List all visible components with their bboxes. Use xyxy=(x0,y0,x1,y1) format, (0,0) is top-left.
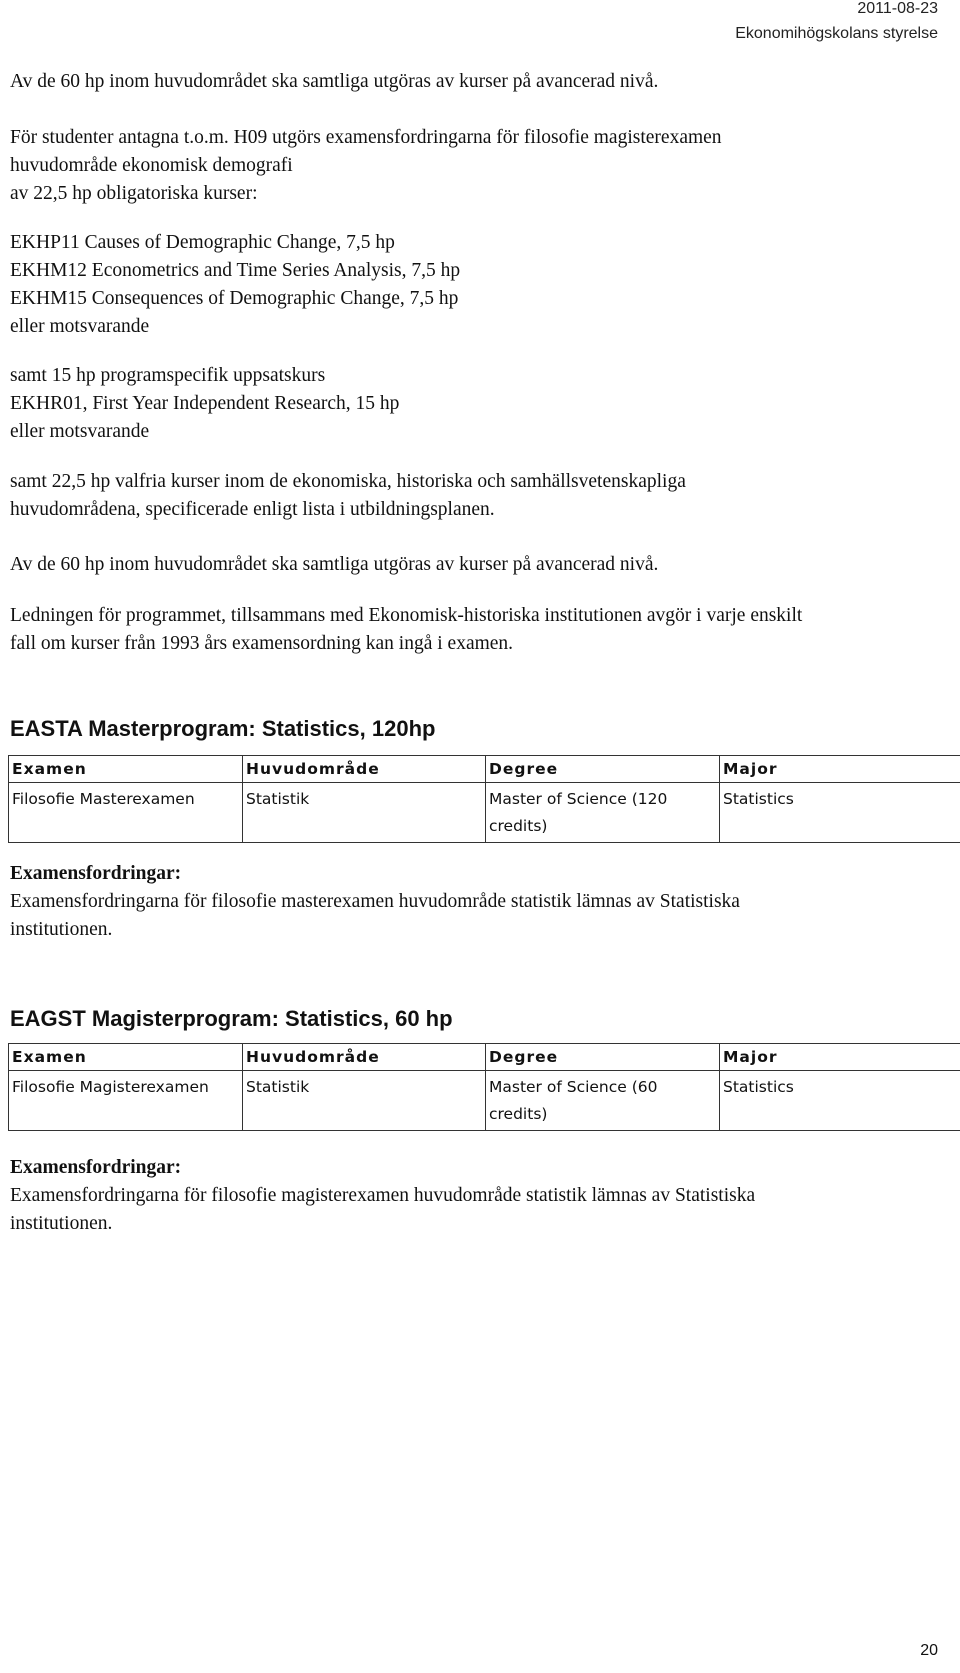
program-title: EAGST Magisterprogram: Statistics, 60 hp xyxy=(10,1006,453,1031)
table-header-row xyxy=(9,756,960,783)
header-date: 2011-08-23 xyxy=(857,0,938,17)
table-row xyxy=(9,1071,960,1131)
column-header: Examen xyxy=(9,756,243,783)
column-header: Major xyxy=(720,1044,960,1071)
table-row xyxy=(9,783,960,843)
table-cell: Statistics xyxy=(720,1071,960,1131)
requirements-label: Examensfordringar: xyxy=(10,1157,182,1178)
table-header-row xyxy=(9,1044,960,1071)
column-header: Degree xyxy=(486,756,720,783)
advanced-level-paragraph: Av de 60 hp inom huvudområdet ska samtliga utgöras av kurser på avancerad nivå. xyxy=(10,554,659,575)
elective-paragraph: samt 22,5 hp valfria kurser inom de ekonomiska, historiska och samhällsvetenskapliga huvudområdena, specificerade enligt lista i utbildningsplanen. xyxy=(10,471,686,520)
table-cell: Filosofie Magisterexamen xyxy=(9,1071,243,1131)
table-cell: Master of Science (60 credits) xyxy=(486,1071,720,1131)
degree-table xyxy=(8,755,960,843)
exam-requirements: Examensfordringar: Examensfordringarna för filosofie masterexamen huvudområde statistik lämnas av Statistiska institutionen. xyxy=(10,860,740,944)
course-item: eller motsvarande xyxy=(10,316,150,337)
course-item: EKHM15 Consequences of Demographic Change, 7,5 hp xyxy=(10,288,459,309)
mandatory-course-list xyxy=(10,229,460,341)
page-number: 20 xyxy=(920,1642,938,1659)
table-cell: Statistik xyxy=(243,1071,486,1131)
table-cell: Statistik xyxy=(243,783,486,843)
management-paragraph: Ledningen för programmet, tillsammans med Ekonomisk-historiska institutionen avgör i varje enskilt fall om kurser från 1993 års examensordning kan ingå i examen. xyxy=(10,605,803,654)
intro-advanced-level: Av de 60 hp inom huvudområdet ska samtliga utgöras av kurser på avancerad nivå. xyxy=(10,71,659,92)
column-header: Huvudområde xyxy=(243,756,486,783)
table-cell: Filosofie Masterexamen xyxy=(9,783,243,843)
column-header: Huvudområde xyxy=(243,1044,486,1071)
program-title: EASTA Masterprogram: Statistics, 120hp xyxy=(10,716,436,741)
course-item: EKHP11 Causes of Demographic Change, 7,5 hp xyxy=(10,232,395,253)
table-cell: Statistics xyxy=(720,783,960,843)
thesis-course-list: samt 15 hp programspecifik uppsatskurs EKHR01, First Year Independent Research, 15 hp eller motsvarande xyxy=(10,365,400,442)
degree-table xyxy=(8,1043,960,1131)
column-header: Major xyxy=(720,756,960,783)
table-cell: Master of Science (120 credits) xyxy=(486,783,720,843)
requirements-paragraph: För studenter antagna t.o.m. H09 utgörs examensfordringarna för filosofie magisterexamen huvudområde ekonomisk demografi av 22,5 hp obligatoriska kurser: xyxy=(10,127,722,204)
column-header: Examen xyxy=(9,1044,243,1071)
exam-requirements: Examensfordringar: Examensfordringarna för filosofie magisterexamen huvudområde statistik lämnas av Statistiska institutionen. xyxy=(10,1154,755,1238)
course-item: EKHM12 Econometrics and Time Series Analysis, 7,5 hp xyxy=(10,260,461,281)
header-organization: Ekonomihögskolans styrelse xyxy=(735,25,938,42)
column-header: Degree xyxy=(486,1044,720,1071)
requirements-label: Examensfordringar: xyxy=(10,863,182,884)
